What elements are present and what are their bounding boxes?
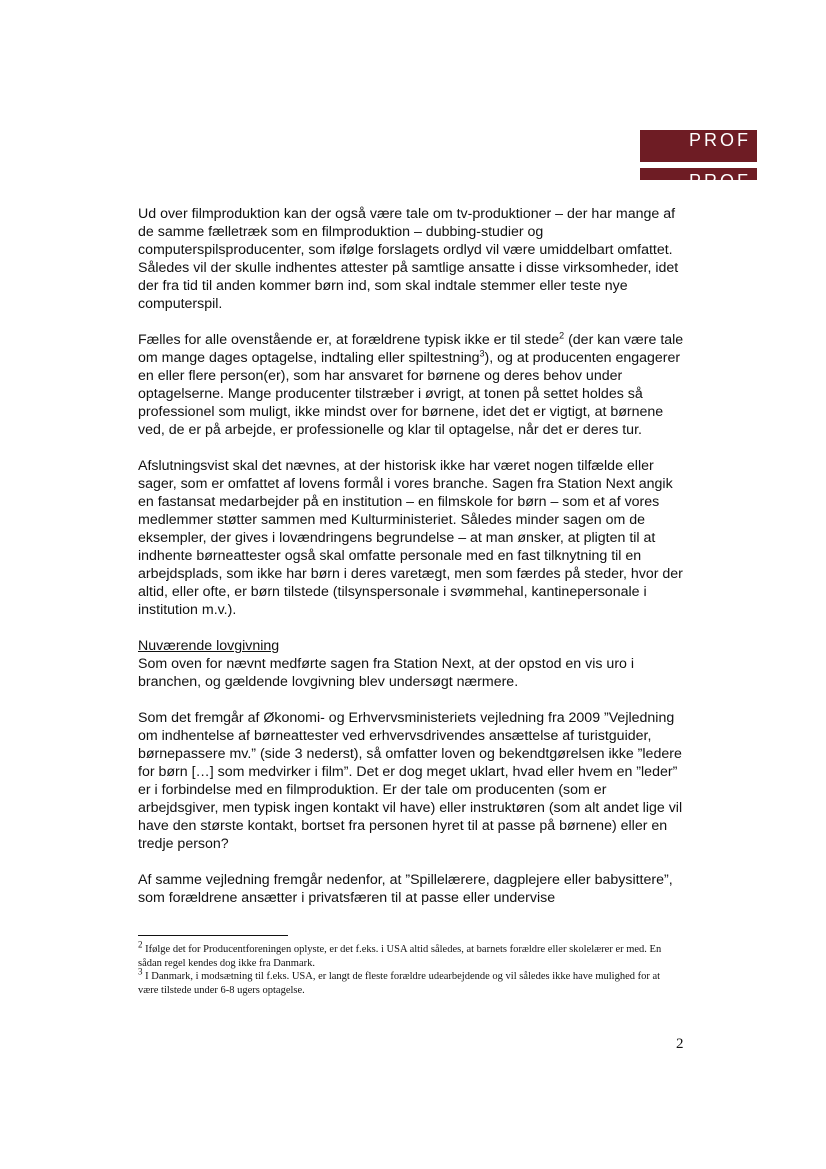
document-body xyxy=(138,205,690,925)
paragraph-conclusion: Afslutningsvist skal det nævnes, at der historisk ikke har været nogen tilfælde eller sager, som er omfattet af lovens formål i vores branche. Sagen fra Station Next angik en fastansat medarbejder på en institution – en filmskole for børn – som et af vores medlemmer støtter sammen med Kulturministeriet. Således minder sagen om de eksempler, der gives i lovændringens begrundelse – at man ønsker, at pligten til at indhente børneattester også skal omfatte personale med en fast tilknytning til en arbejdsplads, som ikke har børn i deres varetægt, men som færdes på steder, hvor der altid, eller ofte, er børn tilstede (tilsynspersonale i svømmehal, kantinepersonale i institution m.v.). xyxy=(138,458,683,618)
footnote-3 xyxy=(138,966,678,997)
section-heading: Nuværende lovgivning xyxy=(138,638,280,654)
footnote-text: I Danmark, i modsætning til f.eks. USA, er langt de fleste forældre udearbejdende og vil således ikke have mulighed for at være tilstede under 6-8 ugers optagelse. xyxy=(138,971,661,996)
paragraph-tv-productions: Ud over filmproduktion kan der også være tale om tv-produktioner – der har mange af de samme fælletræk som en filmproduktion – dubbing-studier og computerspilsproducenter, som ifølge forslagets ordlyd vil være umiddelbart omfattet. Således vil der skulle indhentes attester på samtlige ansatte i disse virksomheder, idet der fra tid til anden kommer børn ind, som skal indtale stemmer eller teste nye computerspil. xyxy=(138,206,679,312)
footnote-2 xyxy=(138,939,678,970)
logo-top-band xyxy=(640,130,757,162)
paragraph-text: Som oven for nævnt medførte sagen fra Station Next, at der opstod en vis uro i branchen, og gældende lovgivning blev undersøgt nærmere. xyxy=(138,656,635,690)
logo-bottom-band xyxy=(640,168,757,191)
paragraph-text: Fælles for alle ovenstående er, at forældrene typisk ikke er til stede xyxy=(138,332,560,348)
prof-logo xyxy=(640,130,757,191)
paragraph-guidance-2009: Som det fremgår af Økonomi- og Erhvervsministeriets vejledning fra 2009 ”Vejledning om indhentelse af børneattester ved erhvervsdrivendes ansættelse af turistguider, børnepassere mv.” (side 3 nederst), så omfatter loven og bekendtgørelsen ikke ”ledere for børn […] som medvirker i film”. Det er dog meget uklart, hvad eller hvem en ”leder” er i forbindelse med en filmproduktion. Er der tale om producenten (som er arbejdsgiver, men typisk ingen kontakt vil have) eller instruktøren (som alt andet lige vil have den største kontakt, bortset fra personen hyret til at passe på børnene) eller en tredje person? xyxy=(138,710,683,852)
footnote-ref-3[interactable]: 3 xyxy=(479,348,485,359)
footnote-number: 3 xyxy=(138,966,143,977)
paragraph-text: ), og at producenten engagerer en eller flere person(er), som har ansvaret for børnene og deres behov under optagelserne. Mange producenter tilstræber i øvrigt, at tonen på settet holdes så professionel som muligt, ikke mindst over for børnene, idet det er vigtigt, at børnene ved, de er på arbejde, er professionelle og klar til optagelse, når det er deres tur. xyxy=(138,350,681,438)
footnote-number: 2 xyxy=(138,939,143,950)
logo-top-text: PROF xyxy=(688,130,751,150)
paragraph-same-guidance: Af samme vejledning fremgår nedenfor, at ”Spillelærere, dagplejere eller babysittere”, som forældrene ansætter i privatsfæren til at passe eller undervise xyxy=(138,872,673,906)
paragraph-current-legislation xyxy=(138,637,690,691)
footnotes xyxy=(138,939,678,997)
footnote-text: Ifølge det for Producentforeningen oplyste, er det f.eks. i USA altid således, at barnets forældre eller skolelærer er med. En sådan regel kendes dog ikke fra Danmark. xyxy=(138,944,662,969)
footnote-ref-2[interactable]: 2 xyxy=(559,330,565,341)
footnote-separator xyxy=(138,935,288,936)
page-number: 2 xyxy=(676,1036,684,1052)
logo-bottom-text: PROF xyxy=(688,171,751,191)
paragraph-text: (der kan være tale om mange dages optagelse, indtaling eller spiltestning xyxy=(138,332,684,366)
paragraph-parents-absent xyxy=(138,331,690,439)
